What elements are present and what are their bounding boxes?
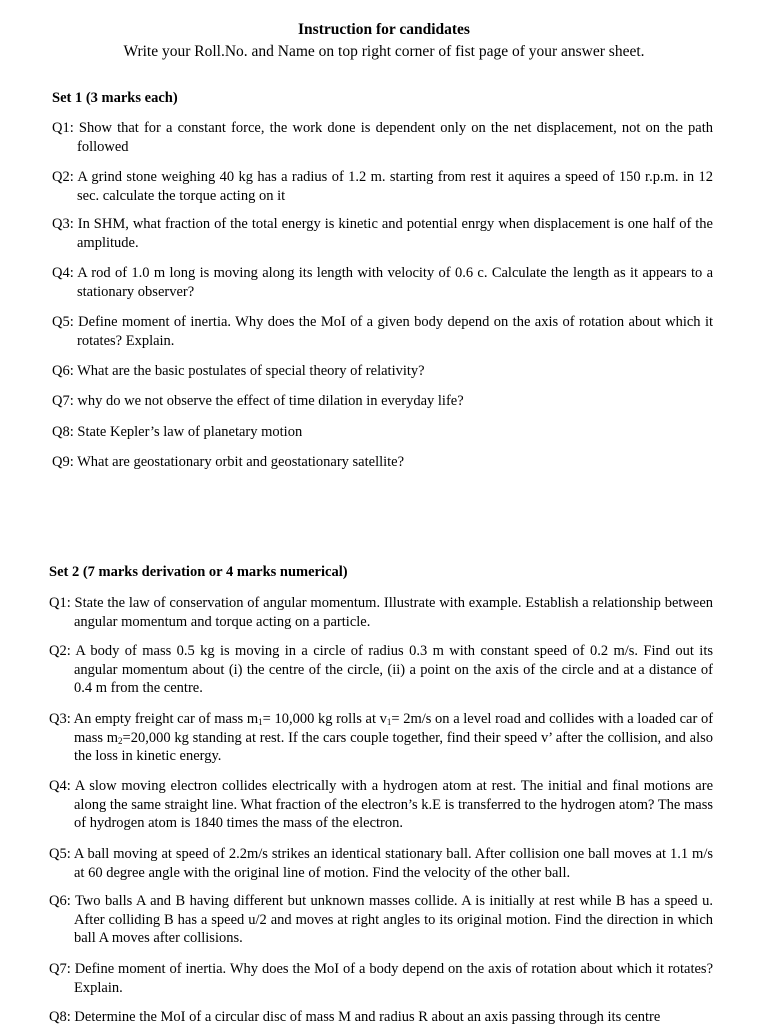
question-text: Determine the MoI of a circular disc of mass M and radius R about an axis passing through its centre — [74, 1009, 661, 1024]
question-number: Q5: — [52, 314, 79, 330]
question-number: Q4: — [52, 265, 78, 281]
set2-question-4 — [49, 777, 714, 833]
question-number: Q8: — [49, 1009, 75, 1024]
question-number: Q8: — [52, 424, 78, 440]
question-text: Show that for a constant force, the work done is dependent only on the net displacement, not on the path followed — [77, 120, 713, 155]
set1-question-4 — [52, 264, 714, 301]
question-number: Q7: — [52, 393, 78, 409]
candidate-instruction: Write your Roll.No. and Name on top right corner of fist page of your answer sheet. — [123, 43, 645, 60]
question-number: Q6: — [52, 363, 78, 379]
page-title: Instruction for candidates — [298, 21, 470, 38]
set2-question-2 — [49, 642, 713, 698]
question-text: A grind stone weighing 40 kg has a radius of 1.2 m. starting from rest it aquires a speed of 150 r.p.m. in 12 sec. calculate the torque acting on it — [77, 169, 713, 204]
question-number: Q7: — [49, 961, 75, 977]
question-number: Q2: — [52, 169, 78, 185]
question-number: Q1: — [49, 595, 75, 611]
question-text: A rod of 1.0 m long is moving along its length with velocity of 0.6 c. Calculate the length as it appears to a stationary observer? — [77, 265, 714, 300]
question-text: Define moment of inertia. Why does the MoI of a body depend on the axis of rotation about which it rotates? Explain. — [74, 961, 713, 996]
question-text: Two balls A and B having different but unknown masses collide. A is initially at rest while B has a speed u. After colliding B has a speed u/2 and moves at right angles to its original motion. Find the direction in which ball A moves after collisions. — [74, 893, 713, 946]
question-number: Q9: — [52, 454, 78, 470]
set1-question-6 — [52, 362, 713, 381]
question-number: Q3: — [52, 216, 78, 232]
question-text: In SHM, what fraction of the total energy is kinetic and potential enrgy when displacement is one half of the amplitude. — [77, 216, 713, 251]
question-text: State the law of conservation of angular momentum. Illustrate with example. Establish a relationship between angular momentum and torque acting on a particle. — [74, 595, 714, 630]
question-text: A body of mass 0.5 kg is moving in a circle of radius 0.3 m with constant speed of 0.2 m/s. Find out its angular momentum about (i) the centre of the circle, (ii) a point on the axis of the circle and at a distance of 0.4 m from the centre. — [74, 643, 713, 696]
question-number: Q5: — [49, 846, 74, 862]
question-text: Define moment of inertia. Why does the MoI of a given body depend on the axis of rotation about which it rotates? Explain. — [77, 314, 714, 349]
set1-question-8 — [52, 423, 713, 442]
question-number: Q6: — [49, 893, 75, 909]
set1-question-9 — [52, 453, 713, 472]
set2-title: Set 2 (7 marks derivation or 4 marks numerical) — [49, 564, 348, 580]
set1-title: Set 1 (3 marks each) — [52, 90, 178, 106]
set1-question-5 — [52, 313, 714, 350]
question-text: A ball moving at speed of 2.2m/s strikes an identical stationary ball. After collision one ball moves at 1.1 m/s at 60 degree angle with the original line of motion. Find the velocity of the other ball. — [73, 846, 713, 881]
question-text: A slow moving electron collides electrically with a hydrogen atom at rest. The initial and final motions are along the same straight line. What fraction of the electron’s k.E is transferred to the hydrogen atom? The mass of hydrogen atom is 1840 times the mass of the electron. — [74, 778, 714, 831]
question-text: why do we not observe the effect of time dilation in everyday life? — [77, 393, 464, 409]
question-text: An empty freight car of mass $m_1= 10,000$ kg rolls at $v_1= 2m/s$ on a level road and collides with a loaded car of mass $m_2=20,000$ kg standing at rest. If the cars couple together, find their speed v’ after the collision, and also the loss in kinetic energy. — [73, 711, 714, 764]
question-text: What are the basic postulates of special theory of relativity? — [77, 363, 425, 379]
question-text: What are geostationary orbit and geostationary satellite? — [77, 454, 405, 470]
set1-question-2 — [52, 168, 713, 205]
question-number: Q1: — [52, 120, 79, 136]
question-text: State Kepler’s law of planetary motion — [77, 424, 303, 440]
question-number: Q2: — [49, 643, 76, 659]
set2-question-7 — [49, 960, 713, 997]
set1-question-7 — [52, 392, 713, 411]
set2-question-8 — [49, 1008, 713, 1024]
set2-question-3 — [49, 710, 714, 766]
set1-question-1 — [52, 119, 713, 156]
set2-question-5 — [49, 845, 713, 882]
set2-question-6 — [49, 892, 713, 948]
question-number: Q4: — [49, 778, 75, 794]
set2-question-1 — [49, 594, 714, 631]
question-number: Q3: — [49, 711, 74, 727]
set1-question-3 — [52, 215, 713, 252]
